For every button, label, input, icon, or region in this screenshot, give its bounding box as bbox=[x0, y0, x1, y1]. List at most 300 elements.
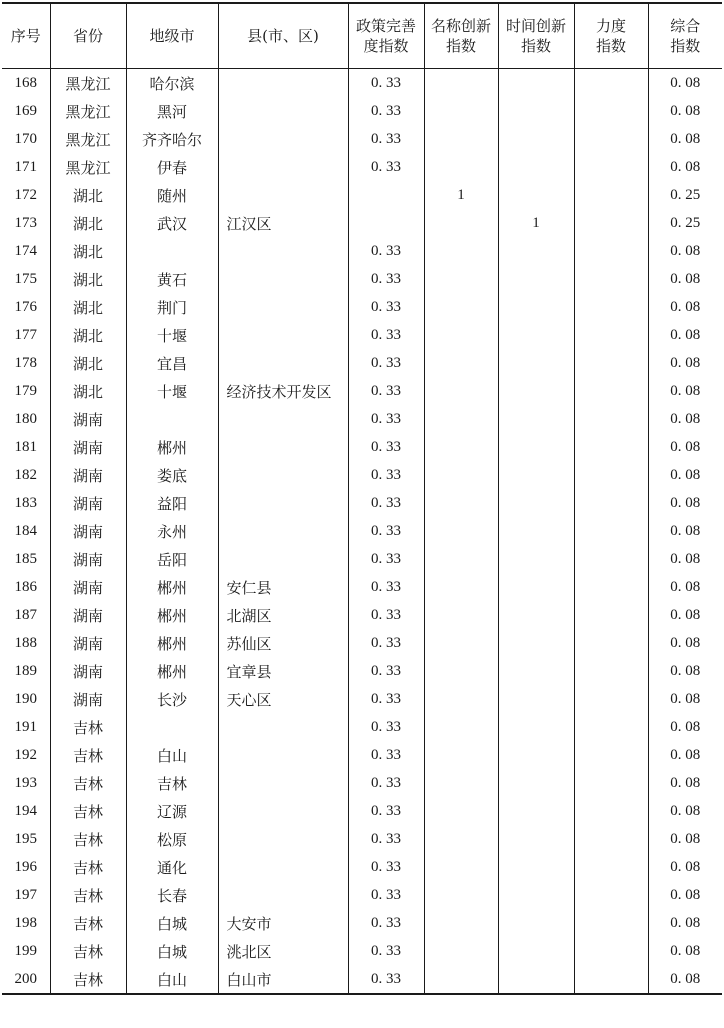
cell-seq: 193 bbox=[2, 769, 50, 797]
cell-policy-index: 0. 33 bbox=[348, 293, 424, 321]
cell-time-index bbox=[498, 265, 574, 293]
cell-county bbox=[218, 321, 348, 349]
cell-seq: 200 bbox=[2, 965, 50, 994]
cell-time-index bbox=[498, 685, 574, 713]
cell-seq: 173 bbox=[2, 209, 50, 237]
cell-city: 郴州 bbox=[126, 433, 218, 461]
cell-seq: 177 bbox=[2, 321, 50, 349]
cell-county: 经济技术开发区 bbox=[218, 377, 348, 405]
table-row bbox=[2, 461, 722, 489]
table-row bbox=[2, 545, 722, 573]
cell-time-index bbox=[498, 881, 574, 909]
cell-seq: 183 bbox=[2, 489, 50, 517]
cell-name-index: 1 bbox=[424, 181, 498, 209]
cell-province: 湖北 bbox=[50, 181, 126, 209]
cell-strength-index bbox=[574, 321, 648, 349]
cell-composite-index: 0. 08 bbox=[648, 489, 722, 517]
cell-county: 白山市 bbox=[218, 965, 348, 994]
cell-county bbox=[218, 265, 348, 293]
cell-county: 江汉区 bbox=[218, 209, 348, 237]
cell-city: 郴州 bbox=[126, 601, 218, 629]
cell-seq: 169 bbox=[2, 97, 50, 125]
cell-composite-index: 0. 08 bbox=[648, 881, 722, 909]
cell-seq: 190 bbox=[2, 685, 50, 713]
cell-strength-index bbox=[574, 797, 648, 825]
cell-strength-index bbox=[574, 489, 648, 517]
cell-policy-index: 0. 33 bbox=[348, 461, 424, 489]
cell-time-index bbox=[498, 125, 574, 153]
cell-county bbox=[218, 489, 348, 517]
cell-strength-index bbox=[574, 209, 648, 237]
cell-name-index bbox=[424, 153, 498, 181]
cell-name-index bbox=[424, 853, 498, 881]
cell-county bbox=[218, 349, 348, 377]
cell-strength-index bbox=[574, 153, 648, 181]
table-row bbox=[2, 657, 722, 685]
table-row bbox=[2, 909, 722, 937]
table-row bbox=[2, 965, 722, 994]
cell-composite-index: 0. 08 bbox=[648, 629, 722, 657]
cell-city: 吉林 bbox=[126, 769, 218, 797]
cell-strength-index bbox=[574, 629, 648, 657]
cell-composite-index: 0. 08 bbox=[648, 825, 722, 853]
cell-seq: 195 bbox=[2, 825, 50, 853]
cell-city: 永州 bbox=[126, 517, 218, 545]
cell-composite-index: 0. 08 bbox=[648, 769, 722, 797]
cell-county bbox=[218, 741, 348, 769]
cell-county bbox=[218, 97, 348, 125]
cell-name-index bbox=[424, 909, 498, 937]
cell-strength-index bbox=[574, 405, 648, 433]
cell-strength-index bbox=[574, 741, 648, 769]
cell-city: 白城 bbox=[126, 937, 218, 965]
cell-composite-index: 0. 08 bbox=[648, 321, 722, 349]
cell-province: 吉林 bbox=[50, 881, 126, 909]
cell-seq: 199 bbox=[2, 937, 50, 965]
cell-county: 宜章县 bbox=[218, 657, 348, 685]
cell-time-index bbox=[498, 517, 574, 545]
cell-policy-index: 0. 33 bbox=[348, 741, 424, 769]
cell-name-index bbox=[424, 125, 498, 153]
cell-time-index bbox=[498, 713, 574, 741]
table-row bbox=[2, 769, 722, 797]
table-row bbox=[2, 685, 722, 713]
table-row bbox=[2, 601, 722, 629]
cell-time-index bbox=[498, 965, 574, 994]
cell-policy-index: 0. 33 bbox=[348, 405, 424, 433]
cell-county: 安仁县 bbox=[218, 573, 348, 601]
cell-strength-index bbox=[574, 181, 648, 209]
cell-policy-index: 0. 33 bbox=[348, 937, 424, 965]
table-row bbox=[2, 405, 722, 433]
cell-strength-index bbox=[574, 377, 648, 405]
cell-policy-index: 0. 33 bbox=[348, 69, 424, 98]
cell-composite-index: 0. 08 bbox=[648, 69, 722, 98]
cell-time-index: 1 bbox=[498, 209, 574, 237]
cell-policy-index: 0. 33 bbox=[348, 517, 424, 545]
cell-strength-index bbox=[574, 909, 648, 937]
cell-composite-index: 0. 08 bbox=[648, 797, 722, 825]
cell-policy-index: 0. 33 bbox=[348, 797, 424, 825]
cell-province: 湖南 bbox=[50, 433, 126, 461]
cell-name-index bbox=[424, 741, 498, 769]
header-policy-index: 政策完善 度指数 bbox=[348, 3, 424, 69]
cell-seq: 172 bbox=[2, 181, 50, 209]
cell-composite-index: 0. 08 bbox=[648, 685, 722, 713]
cell-time-index bbox=[498, 797, 574, 825]
cell-seq: 171 bbox=[2, 153, 50, 181]
cell-time-index bbox=[498, 657, 574, 685]
table-row bbox=[2, 265, 722, 293]
cell-province: 吉林 bbox=[50, 825, 126, 853]
cell-composite-index: 0. 25 bbox=[648, 181, 722, 209]
cell-county bbox=[218, 405, 348, 433]
header-county: 县(市、区) bbox=[218, 3, 348, 69]
cell-seq: 186 bbox=[2, 573, 50, 601]
table-row bbox=[2, 125, 722, 153]
cell-county bbox=[218, 293, 348, 321]
cell-seq: 189 bbox=[2, 657, 50, 685]
table-header-row bbox=[2, 3, 722, 69]
cell-province: 湖南 bbox=[50, 517, 126, 545]
cell-time-index bbox=[498, 853, 574, 881]
cell-county bbox=[218, 69, 348, 98]
cell-name-index bbox=[424, 377, 498, 405]
cell-strength-index bbox=[574, 237, 648, 265]
cell-seq: 197 bbox=[2, 881, 50, 909]
cell-seq: 198 bbox=[2, 909, 50, 937]
cell-province: 湖南 bbox=[50, 545, 126, 573]
cell-province: 黑龙江 bbox=[50, 125, 126, 153]
cell-policy-index: 0. 33 bbox=[348, 825, 424, 853]
cell-name-index bbox=[424, 825, 498, 853]
cell-city: 武汉 bbox=[126, 209, 218, 237]
cell-seq: 180 bbox=[2, 405, 50, 433]
header-seq: 序号 bbox=[2, 3, 50, 69]
cell-policy-index: 0. 33 bbox=[348, 573, 424, 601]
cell-county: 大安市 bbox=[218, 909, 348, 937]
cell-time-index bbox=[498, 461, 574, 489]
table-row bbox=[2, 489, 722, 517]
cell-name-index bbox=[424, 461, 498, 489]
cell-policy-index: 0. 33 bbox=[348, 377, 424, 405]
cell-city: 郴州 bbox=[126, 629, 218, 657]
cell-county bbox=[218, 853, 348, 881]
cell-composite-index: 0. 08 bbox=[648, 909, 722, 937]
cell-province: 吉林 bbox=[50, 713, 126, 741]
cell-policy-index: 0. 33 bbox=[348, 153, 424, 181]
cell-name-index bbox=[424, 97, 498, 125]
cell-policy-index: 0. 33 bbox=[348, 881, 424, 909]
cell-composite-index: 0. 08 bbox=[648, 405, 722, 433]
cell-time-index bbox=[498, 573, 574, 601]
cell-policy-index bbox=[348, 181, 424, 209]
cell-name-index bbox=[424, 937, 498, 965]
cell-county bbox=[218, 825, 348, 853]
cell-county bbox=[218, 517, 348, 545]
cell-policy-index: 0. 33 bbox=[348, 97, 424, 125]
cell-seq: 192 bbox=[2, 741, 50, 769]
cell-strength-index bbox=[574, 657, 648, 685]
cell-seq: 194 bbox=[2, 797, 50, 825]
table-row bbox=[2, 349, 722, 377]
cell-name-index bbox=[424, 601, 498, 629]
cell-name-index bbox=[424, 685, 498, 713]
header-city: 地级市 bbox=[126, 3, 218, 69]
cell-strength-index bbox=[574, 853, 648, 881]
cell-city: 哈尔滨 bbox=[126, 69, 218, 98]
cell-city: 白城 bbox=[126, 909, 218, 937]
cell-seq: 168 bbox=[2, 69, 50, 98]
cell-county bbox=[218, 881, 348, 909]
cell-time-index bbox=[498, 181, 574, 209]
cell-seq: 188 bbox=[2, 629, 50, 657]
cell-seq: 185 bbox=[2, 545, 50, 573]
cell-seq: 179 bbox=[2, 377, 50, 405]
cell-strength-index bbox=[574, 965, 648, 994]
cell-province: 湖南 bbox=[50, 461, 126, 489]
cell-policy-index: 0. 33 bbox=[348, 601, 424, 629]
cell-county bbox=[218, 125, 348, 153]
cell-name-index bbox=[424, 713, 498, 741]
cell-composite-index: 0. 08 bbox=[648, 713, 722, 741]
cell-province: 黑龙江 bbox=[50, 69, 126, 98]
cell-county: 天心区 bbox=[218, 685, 348, 713]
header-name-innovation-index: 名称创新 指数 bbox=[424, 3, 498, 69]
cell-time-index bbox=[498, 601, 574, 629]
cell-county bbox=[218, 545, 348, 573]
cell-time-index bbox=[498, 97, 574, 125]
cell-name-index bbox=[424, 237, 498, 265]
table-row bbox=[2, 937, 722, 965]
cell-province: 湖北 bbox=[50, 237, 126, 265]
cell-policy-index: 0. 33 bbox=[348, 965, 424, 994]
cell-composite-index: 0. 08 bbox=[648, 965, 722, 994]
cell-composite-index: 0. 08 bbox=[648, 601, 722, 629]
cell-city: 白山 bbox=[126, 741, 218, 769]
cell-time-index bbox=[498, 769, 574, 797]
cell-city: 白山 bbox=[126, 965, 218, 994]
cell-composite-index: 0. 08 bbox=[648, 853, 722, 881]
cell-province: 湖南 bbox=[50, 657, 126, 685]
cell-seq: 175 bbox=[2, 265, 50, 293]
cell-strength-index bbox=[574, 825, 648, 853]
cell-province: 湖北 bbox=[50, 265, 126, 293]
cell-city: 岳阳 bbox=[126, 545, 218, 573]
cell-time-index bbox=[498, 69, 574, 98]
cell-city: 黄石 bbox=[126, 265, 218, 293]
cell-name-index bbox=[424, 797, 498, 825]
cell-strength-index bbox=[574, 685, 648, 713]
cell-city bbox=[126, 405, 218, 433]
cell-county bbox=[218, 181, 348, 209]
cell-county bbox=[218, 461, 348, 489]
table-row bbox=[2, 853, 722, 881]
cell-composite-index: 0. 08 bbox=[648, 349, 722, 377]
cell-time-index bbox=[498, 741, 574, 769]
header-time-innovation-index: 时间创新 指数 bbox=[498, 3, 574, 69]
cell-name-index bbox=[424, 629, 498, 657]
cell-province: 吉林 bbox=[50, 909, 126, 937]
cell-policy-index: 0. 33 bbox=[348, 265, 424, 293]
cell-composite-index: 0. 08 bbox=[648, 545, 722, 573]
header-composite-index: 综合 指数 bbox=[648, 3, 722, 69]
cell-county bbox=[218, 237, 348, 265]
cell-strength-index bbox=[574, 573, 648, 601]
cell-province: 湖北 bbox=[50, 377, 126, 405]
cell-policy-index: 0. 33 bbox=[348, 125, 424, 153]
cell-time-index bbox=[498, 349, 574, 377]
cell-county: 洮北区 bbox=[218, 937, 348, 965]
cell-province: 吉林 bbox=[50, 965, 126, 994]
cell-province: 湖南 bbox=[50, 601, 126, 629]
table-row bbox=[2, 713, 722, 741]
cell-city: 郴州 bbox=[126, 657, 218, 685]
cell-policy-index: 0. 33 bbox=[348, 853, 424, 881]
cell-policy-index: 0. 33 bbox=[348, 713, 424, 741]
table-row bbox=[2, 433, 722, 461]
table-row bbox=[2, 293, 722, 321]
cell-seq: 176 bbox=[2, 293, 50, 321]
cell-time-index bbox=[498, 629, 574, 657]
cell-city: 黑河 bbox=[126, 97, 218, 125]
cell-seq: 196 bbox=[2, 853, 50, 881]
cell-name-index bbox=[424, 769, 498, 797]
cell-name-index bbox=[424, 293, 498, 321]
cell-province: 吉林 bbox=[50, 853, 126, 881]
cell-policy-index bbox=[348, 209, 424, 237]
cell-time-index bbox=[498, 153, 574, 181]
cell-city: 益阳 bbox=[126, 489, 218, 517]
cell-time-index bbox=[498, 825, 574, 853]
cell-county: 北湖区 bbox=[218, 601, 348, 629]
cell-city: 长沙 bbox=[126, 685, 218, 713]
cell-composite-index: 0. 08 bbox=[648, 573, 722, 601]
cell-time-index bbox=[498, 909, 574, 937]
cell-composite-index: 0. 08 bbox=[648, 461, 722, 489]
cell-city bbox=[126, 713, 218, 741]
cell-county bbox=[218, 713, 348, 741]
cell-strength-index bbox=[574, 937, 648, 965]
cell-province: 湖南 bbox=[50, 489, 126, 517]
cell-time-index bbox=[498, 405, 574, 433]
table-row bbox=[2, 237, 722, 265]
policy-index-table bbox=[2, 2, 722, 995]
cell-strength-index bbox=[574, 461, 648, 489]
table-row bbox=[2, 97, 722, 125]
cell-composite-index: 0. 08 bbox=[648, 937, 722, 965]
cell-name-index bbox=[424, 405, 498, 433]
cell-time-index bbox=[498, 237, 574, 265]
table-row bbox=[2, 741, 722, 769]
cell-policy-index: 0. 33 bbox=[348, 489, 424, 517]
table-row bbox=[2, 377, 722, 405]
cell-strength-index bbox=[574, 125, 648, 153]
table-row bbox=[2, 797, 722, 825]
cell-city: 通化 bbox=[126, 853, 218, 881]
cell-name-index bbox=[424, 573, 498, 601]
cell-city: 伊春 bbox=[126, 153, 218, 181]
cell-strength-index bbox=[574, 545, 648, 573]
cell-composite-index: 0. 08 bbox=[648, 265, 722, 293]
cell-city bbox=[126, 237, 218, 265]
table-row bbox=[2, 517, 722, 545]
cell-policy-index: 0. 33 bbox=[348, 321, 424, 349]
cell-seq: 191 bbox=[2, 713, 50, 741]
table-row bbox=[2, 321, 722, 349]
table-row bbox=[2, 825, 722, 853]
cell-strength-index bbox=[574, 293, 648, 321]
cell-time-index bbox=[498, 293, 574, 321]
cell-strength-index bbox=[574, 713, 648, 741]
cell-name-index bbox=[424, 265, 498, 293]
cell-policy-index: 0. 33 bbox=[348, 685, 424, 713]
cell-policy-index: 0. 33 bbox=[348, 433, 424, 461]
cell-time-index bbox=[498, 489, 574, 517]
cell-time-index bbox=[498, 545, 574, 573]
cell-city: 娄底 bbox=[126, 461, 218, 489]
cell-name-index bbox=[424, 517, 498, 545]
cell-province: 湖南 bbox=[50, 629, 126, 657]
cell-strength-index bbox=[574, 601, 648, 629]
cell-name-index bbox=[424, 433, 498, 461]
cell-time-index bbox=[498, 321, 574, 349]
cell-city: 辽源 bbox=[126, 797, 218, 825]
table-row bbox=[2, 153, 722, 181]
cell-county bbox=[218, 153, 348, 181]
cell-seq: 181 bbox=[2, 433, 50, 461]
table-row bbox=[2, 209, 722, 237]
cell-strength-index bbox=[574, 769, 648, 797]
cell-name-index bbox=[424, 545, 498, 573]
cell-province: 吉林 bbox=[50, 937, 126, 965]
table-row bbox=[2, 69, 722, 98]
cell-policy-index: 0. 33 bbox=[348, 629, 424, 657]
cell-seq: 170 bbox=[2, 125, 50, 153]
cell-composite-index: 0. 08 bbox=[648, 97, 722, 125]
cell-name-index bbox=[424, 489, 498, 517]
cell-county bbox=[218, 769, 348, 797]
cell-county bbox=[218, 797, 348, 825]
cell-seq: 182 bbox=[2, 461, 50, 489]
cell-strength-index bbox=[574, 517, 648, 545]
cell-name-index bbox=[424, 881, 498, 909]
table-row bbox=[2, 181, 722, 209]
cell-city: 宜昌 bbox=[126, 349, 218, 377]
cell-composite-index: 0. 25 bbox=[648, 209, 722, 237]
cell-city: 随州 bbox=[126, 181, 218, 209]
cell-composite-index: 0. 08 bbox=[648, 741, 722, 769]
cell-province: 吉林 bbox=[50, 797, 126, 825]
cell-composite-index: 0. 08 bbox=[648, 237, 722, 265]
cell-province: 湖北 bbox=[50, 321, 126, 349]
cell-name-index bbox=[424, 657, 498, 685]
cell-province: 湖北 bbox=[50, 293, 126, 321]
cell-city: 松原 bbox=[126, 825, 218, 853]
header-province: 省份 bbox=[50, 3, 126, 69]
cell-province: 黑龙江 bbox=[50, 153, 126, 181]
cell-seq: 178 bbox=[2, 349, 50, 377]
cell-province: 湖南 bbox=[50, 685, 126, 713]
cell-name-index bbox=[424, 965, 498, 994]
table-row bbox=[2, 629, 722, 657]
cell-strength-index bbox=[574, 265, 648, 293]
cell-city: 郴州 bbox=[126, 573, 218, 601]
cell-strength-index bbox=[574, 433, 648, 461]
cell-province: 湖南 bbox=[50, 573, 126, 601]
cell-composite-index: 0. 08 bbox=[648, 293, 722, 321]
cell-name-index bbox=[424, 69, 498, 98]
